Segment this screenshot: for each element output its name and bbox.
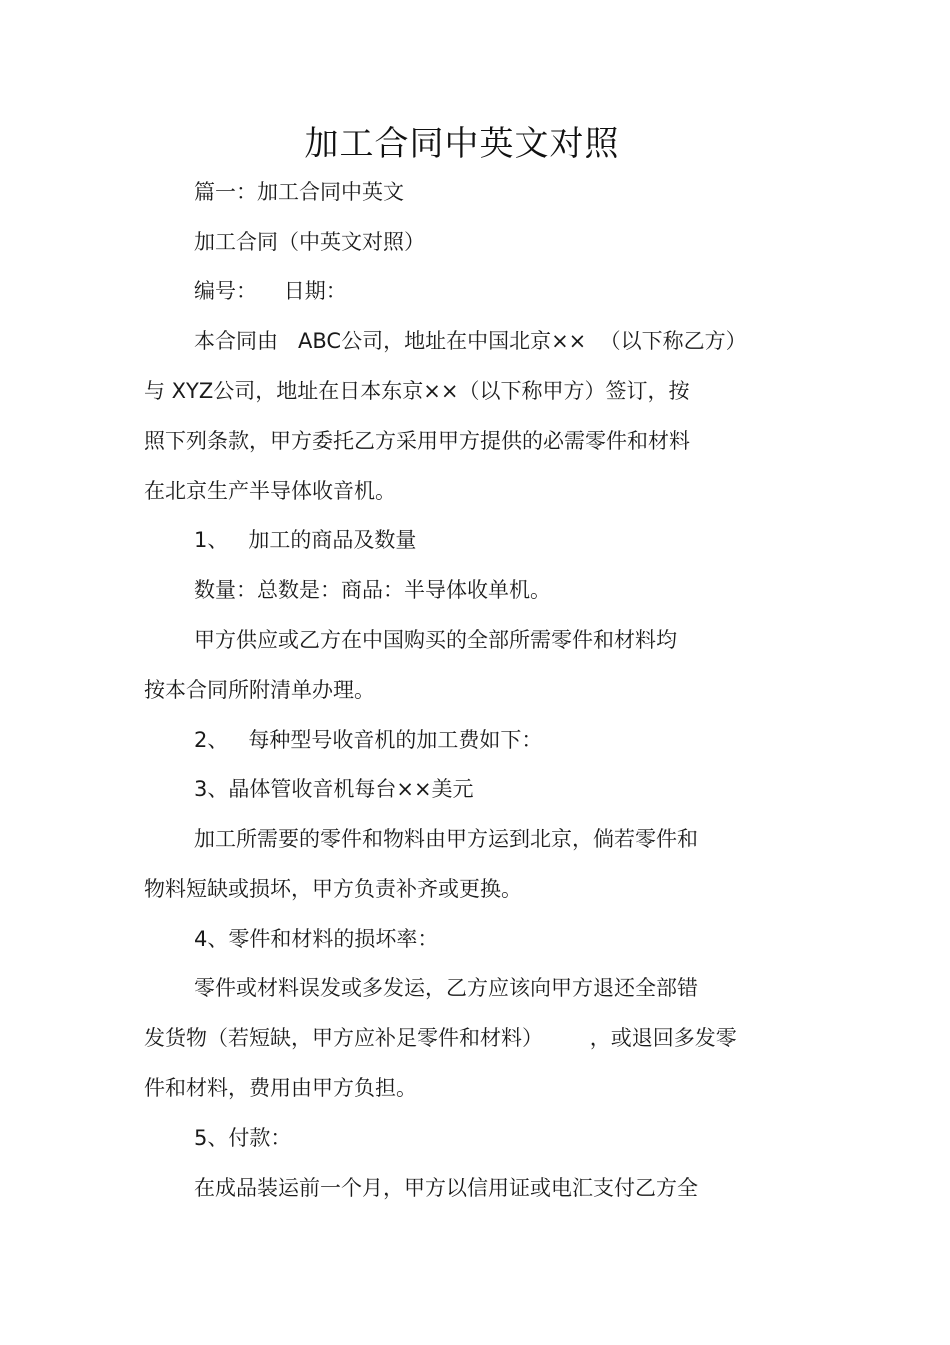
paragraph-line: 数量：总数是：商品：半导体收单机。: [194, 578, 551, 602]
paragraph-line: 甲方供应或乙方在中国购买的全部所需零件和材料均: [194, 628, 677, 652]
section-heading: 1、 加工的商品及数量: [194, 528, 417, 552]
paragraph-line: 编号： 日期：: [194, 279, 347, 303]
paragraph-line: 本合同由 ABC公司，地址在中国北京×× （以下称乙方）: [194, 329, 747, 353]
paragraph-line: 与 XYZ公司，地址在日本东京××（以下称甲方）签订，按: [144, 379, 690, 403]
paragraph-line: 照下列条款，甲方委托乙方采用甲方提供的必需零件和材料: [144, 429, 690, 453]
paragraph-line: 零件或材料误发或多发运，乙方应该向甲方退还全部错: [194, 976, 698, 1000]
document-title: 加工合同中英文对照: [304, 124, 620, 164]
paragraph-line: 发货物（若短缺，甲方应补足零件和材料） ，或退回多发零: [144, 1026, 737, 1050]
section-heading: 3、晶体管收音机每台××美元: [194, 777, 474, 801]
paragraph-line: 在成品装运前一个月，甲方以信用证或电汇支付乙方全: [194, 1176, 698, 1200]
section-heading: 4、零件和材料的损坏率：: [194, 927, 439, 951]
section-heading: 5、付款：: [194, 1126, 292, 1150]
paragraph-line: 物料短缺或损坏，甲方负责补齐或更换。: [144, 877, 522, 901]
paragraph-line: 加工合同（中英文对照）: [194, 230, 425, 254]
paragraph-line: 在北京生产半导体收音机。: [144, 479, 396, 503]
paragraph-line: 件和材料，费用由甲方负担。: [144, 1076, 417, 1100]
paragraph-line: 篇一：加工合同中英文: [194, 180, 404, 204]
section-heading: 2、 每种型号收音机的加工费如下：: [194, 728, 543, 752]
paragraph-line: 加工所需要的零件和物料由甲方运到北京，倘若零件和: [194, 827, 698, 851]
paragraph-line: 按本合同所附清单办理。: [144, 678, 375, 702]
